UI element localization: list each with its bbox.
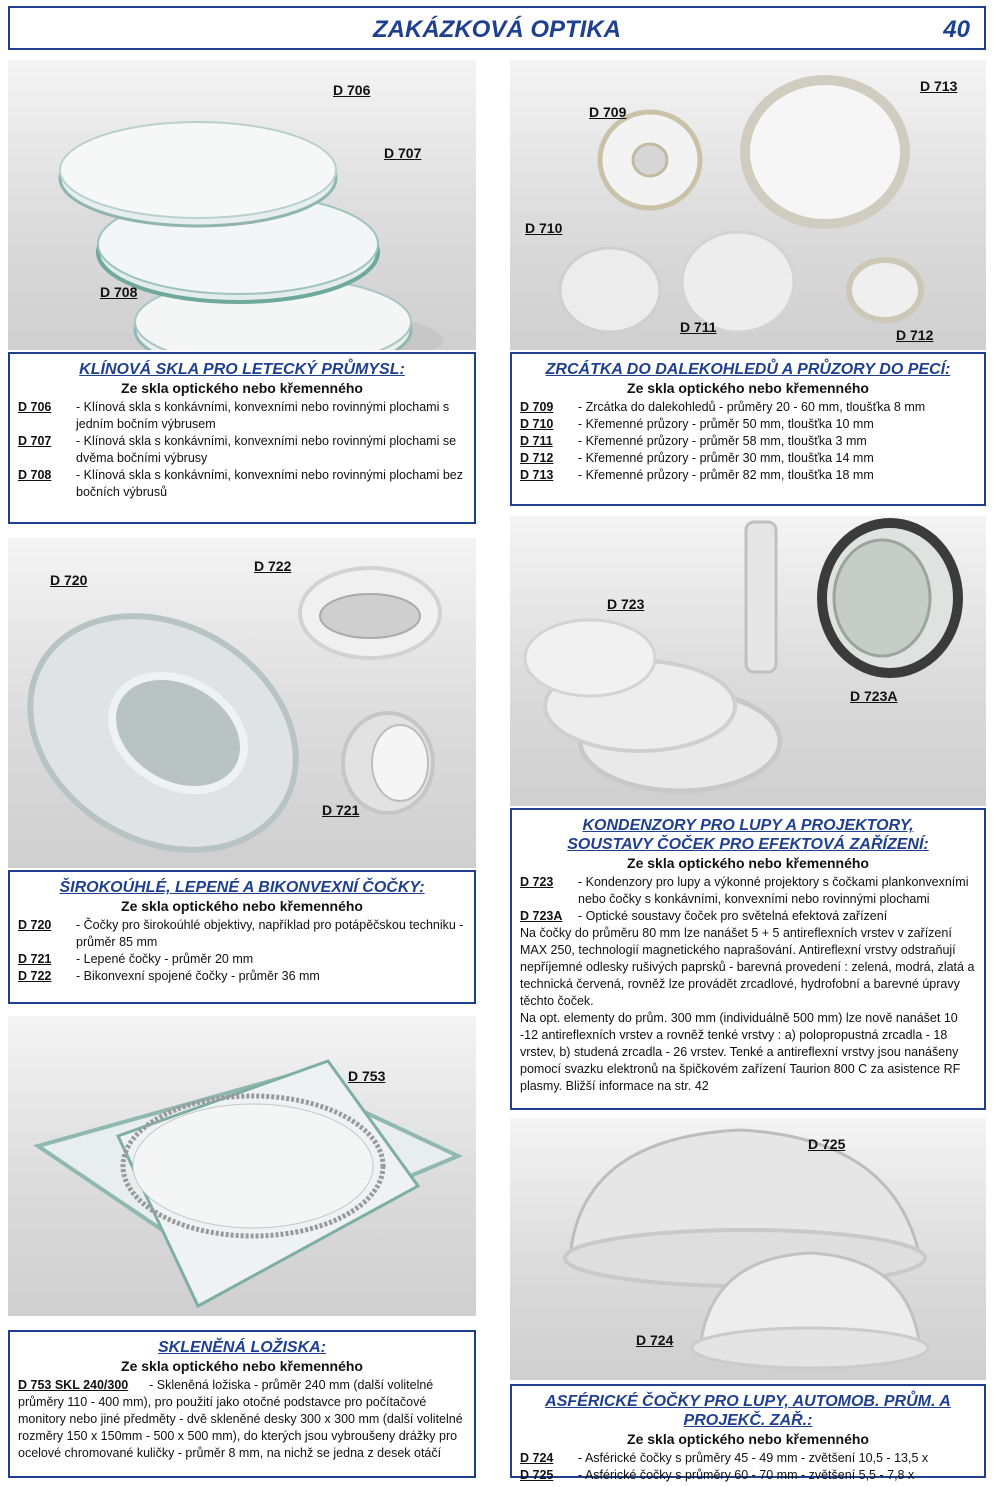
list-item: D 710 - Křemenné průzory - průměr 50 mm, tloušťka 10 mm [520,417,874,431]
photo-condensers [510,516,986,806]
label-d706: D 706 [333,82,371,98]
coating-paragraph: Na čočky do průměru 80 mm lze nanášet 5 + 5 antireflexních vrstev v zařízení MAX 250, technologií magnetického naprašování. Antireflexní vrstvy odstraňují nepříjemné odlesky rušivých paprsků - barevná provedení : zelená, modrá, zlatá a technická červená, rovněž lze provádět zrcadlové, hydrofobní a barevné úpravy těchto čoček. [520,926,975,1008]
glass-bearing-description [8,1330,476,1478]
wide-angle-lenses-description [8,870,476,1004]
section-subtitle: Ze skla optického nebo křemenného [121,898,363,914]
photo-aspherical-lenses [510,1118,986,1380]
label-d720: D 720 [50,572,88,588]
page-header [8,6,986,50]
wedge-glasses-illustration [8,60,476,350]
section-title: ZRCÁTKA DO DALEKOHLEDŮ A PRŮZORY DO PECÍ: [545,361,951,378]
section-subtitle: Ze skla optického nebo křemenného [627,380,869,396]
list-item: D 723A - Optické soustavy čoček pro světelná efektová zařízení [520,909,888,923]
page-number: 40 [943,16,970,43]
section-title: SKLENĚNÁ LOŽISKA: [158,1339,326,1356]
list-item: D 711 - Křemenné průzory - průměr 58 mm, tloušťka 3 mm [520,434,867,448]
list-item: D 720 - Čočky pro širokoúhlé objektivy, například pro potápěčskou techniku - průměr 85 mm [18,918,464,949]
list-item: D 721 - Lepené čočky - průměr 20 mm [18,952,254,966]
list-item: D 709 - Zrcátka do dalekohledů - průměry 20 - 60 mm, tloušťka 8 mm [520,400,926,414]
label-d710: D 710 [525,220,563,236]
list-item: D 706 - Klínová skla s konkávními, konvexními nebo rovinnými plochami s jedním bočním výbrusem [18,400,450,431]
section-title: ŠIROKOÚHLÉ, LEPENÉ A BIKONVEXNÍ ČOČKY: [59,879,425,896]
condensers-description [510,808,986,1110]
list-item: D 753 SKL 240/300 - Skleněná ložiska - průměr 240 mm (další volitelné průměry 110 - 400 mm), pro použití jako otočné podstavce pro počítačové monitory nebo jiné předměty - dvě skleněné desky 300 x 300 mm (další volitelné rozměry 150 x 150mm - 500 x 500 mm), do kterých jsou vybroušeny drážky pro ocelové chromované kuličky - průměr 8 mm, na nichž se jedna z desek otáčí [18,1378,463,1460]
list-item: D 725 - Asférické čočky s průměry 60 - 70 mm - zvětšení 5,5 - 7,8 x [520,1468,915,1482]
page-title: ZAKÁZKOVÁ OPTIKA [373,16,621,43]
list-item: D 707 - Klínová skla s konkávními, konvexními nebo rovinnými plochami se dvěma bočními výbrusy [18,434,457,465]
label-d725: D 725 [808,1136,846,1152]
list-item: D 708 - Klínová skla s konkávními, konvexními nebo rovinnými plochami bez bočních výbrusů [18,468,463,499]
label-d712: D 712 [896,327,934,343]
photo-wide-angle-lenses [8,538,476,868]
label-d707: D 707 [384,145,422,161]
section-subtitle: Ze skla optického nebo křemenného [121,380,363,396]
label-d713: D 713 [920,78,958,94]
condensers-illustration [510,516,986,806]
section-title: KONDENZORY PRO LUPY A PROJEKTORY, [582,817,914,834]
section-subtitle: Ze skla optického nebo křemenného [627,1431,869,1447]
wedge-glass-description [8,352,476,524]
section-subtitle: Ze skla optického nebo křemenného [627,855,869,871]
label-d722: D 722 [254,558,292,574]
list-item: D 712 - Křemenné průzory - průměr 30 mm, tloušťka 14 mm [520,451,874,465]
label-d753: D 753 [348,1068,386,1084]
coating-paragraph-2: Na opt. elementy do prům. 300 mm (individuálně 500 mm) lze nově nanášet 10 -12 antireflexních vrstev a rovněž tenké vrstvy : a) polopropustná zrcadla - 18 vrstev, b) studená zrcadla - 26 vrstev. Tenké a antireflexní vrstvy jsou nanášeny pomocí svazku elektronů na špičkovém zařízení Taurion 800 C za asistence RF plasmy. Bližší informace na str. 42 [520,1011,961,1093]
mirrors-illustration [510,60,986,350]
bearing-illustration [8,1016,476,1316]
list-item: D 723 - Kondenzory pro lupy a výkonné projektory s čočkami plankonvexními nebo čočky s konkávními, konvexními nebo rovinnými plochami [520,875,969,906]
label-d708: D 708 [100,284,138,300]
section-title: ASFÉRICKÉ ČOČKY PRO LUPY, AUTOMOB. PRŮM. A PROJEKČ. ZAŘ.: [545,1393,951,1429]
label-d723: D 723 [607,596,645,612]
list-item: D 722 - Bikonvexní spojené čočky - průměr 36 mm [18,969,320,983]
mirrors-description [510,352,986,506]
section-subtitle: Ze skla optického nebo křemenného [121,1358,363,1374]
list-item: D 724 - Asférické čočky s průměry 45 - 49 mm - zvětšení 10,5 - 13,5 x [520,1451,929,1465]
label-d724: D 724 [636,1332,674,1348]
photo-wedge-glasses [8,60,476,350]
list-item: D 713 - Křemenné průzory - průměr 82 mm, tloušťka 18 mm [520,468,874,482]
label-d711: D 711 [680,319,717,335]
section-title: KLÍNOVÁ SKLA PRO LETECKÝ PRŮMYSL: [79,361,405,378]
section-title-line2: SOUSTAVY ČOČEK PRO EFEKTOVÁ ZAŘÍZENÍ: [567,836,929,853]
label-d723a: D 723A [850,688,898,704]
aspherical-illustration [510,1118,986,1380]
label-d709: D 709 [589,104,627,120]
photo-glass-bearing [8,1016,476,1316]
label-d721: D 721 [322,802,360,818]
photo-mirrors-windows [510,60,986,350]
aspherical-lenses-description [510,1384,986,1482]
